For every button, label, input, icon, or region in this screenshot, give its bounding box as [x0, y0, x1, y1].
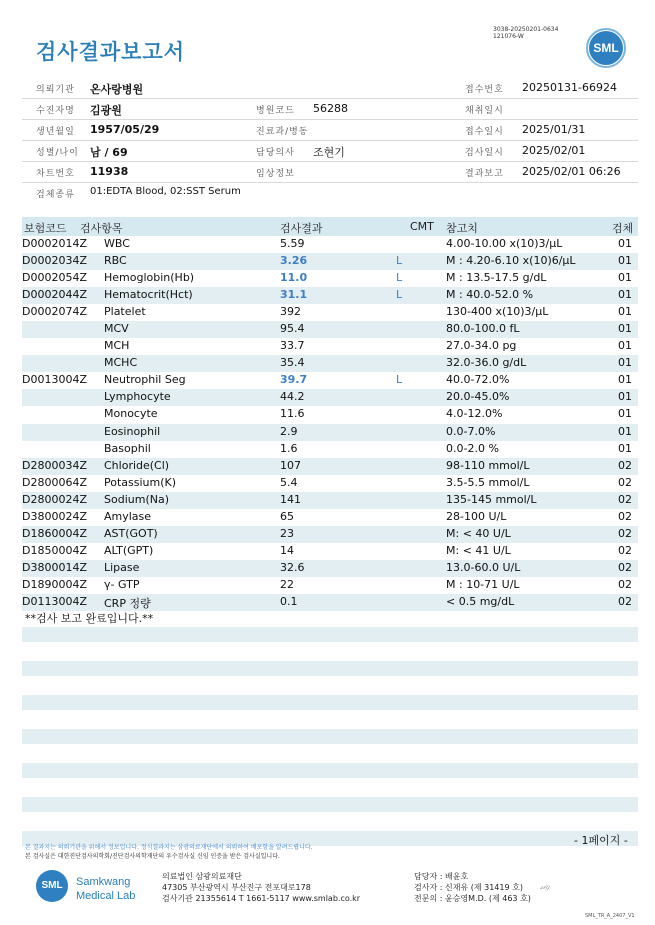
insurance-code: D0002074Z — [22, 305, 87, 319]
certification-note: 본 검사실은 대한진단검사의학회/진단검사의학재단의 우수검사실 신임 인증을 받은 검사실입니다. — [25, 853, 280, 860]
specimen-code: 02 — [618, 509, 632, 523]
insurance-code: D1890004Z — [22, 577, 87, 591]
specimen-type-value: 01:EDTA Blood, 02:SST Serum — [90, 186, 241, 197]
test-item-name: Platelet — [104, 305, 146, 319]
test-result: 392 — [280, 305, 301, 319]
test-result: 2.9 — [280, 424, 298, 438]
patient-value: 김광원 — [90, 104, 122, 117]
specimen-code: 01 — [618, 373, 632, 387]
specimen-code: 02 — [618, 475, 632, 489]
info-row — [22, 162, 638, 183]
doctor-label: 담당의사 — [256, 148, 295, 158]
test-item-name: WBC — [104, 237, 130, 250]
header-specimen: 검체 — [612, 222, 634, 235]
test-result: 39.7 — [280, 373, 308, 387]
test-result: 14 — [280, 543, 294, 557]
table-row — [22, 543, 638, 560]
collection-date-label: 채취일시 — [465, 106, 504, 116]
staff-name: 배윤호 — [444, 872, 469, 881]
specimen-code: 01 — [618, 424, 632, 438]
test-item-name: MCV — [104, 322, 129, 336]
birth-value: 1957/05/29 — [90, 123, 160, 136]
specimen-code: 02 — [618, 492, 632, 506]
table-row — [22, 270, 638, 287]
reference-range: 4.00-10.00 x(10)3/μL — [446, 237, 563, 250]
specimen-code: 01 — [618, 271, 632, 285]
test-result: 44.2 — [280, 390, 305, 404]
test-item-name: RBC — [104, 254, 127, 268]
reference-range: M: < 41 U/L — [446, 543, 511, 557]
specimen-code: 01 — [618, 390, 632, 404]
test-item-name: Hematocrit(Hct) — [104, 288, 193, 302]
reference-range: 130-400 x(10)3/μL — [446, 305, 549, 319]
staff-line — [414, 882, 531, 893]
header-item: 검사항목 — [80, 222, 123, 235]
table-row — [22, 458, 638, 475]
test-result: 35.4 — [280, 356, 305, 370]
reference-range: M : 13.5-17.5 g/dL — [446, 271, 547, 285]
table-row — [22, 492, 638, 509]
table-row — [22, 338, 638, 355]
test-item-name: AST(GOT) — [104, 526, 158, 540]
test-item-name: Chloride(Cl) — [104, 458, 170, 472]
doctor-value: 조현기 — [313, 146, 345, 159]
page-title: 검사결과보고서 — [36, 40, 186, 64]
table-row — [22, 594, 638, 611]
signature-mark: 𝓈𝒾𝑔 — [540, 882, 550, 891]
table-row — [22, 372, 638, 389]
test-result: 11.0 — [280, 271, 308, 285]
specimen-code: 01 — [618, 237, 632, 250]
table-row — [22, 424, 638, 441]
reference-range: 0.0-7.0% — [446, 424, 496, 438]
test-item-name: CRP 정량 — [104, 596, 151, 610]
test-item-name: Potassium(K) — [104, 475, 177, 489]
birth-label: 생년월일 — [36, 127, 75, 137]
sml-logo: SML — [589, 31, 623, 65]
empty-row-band — [22, 661, 638, 676]
specimen-code: 01 — [618, 356, 632, 370]
info-row — [22, 183, 638, 204]
specimen-code: 01 — [618, 441, 632, 455]
info-row — [22, 99, 638, 120]
test-result: 95.4 — [280, 322, 305, 336]
hospital-code-value: 56288 — [313, 102, 348, 115]
specimen-code: 01 — [618, 254, 632, 268]
chart-no-label: 차트번호 — [36, 169, 75, 179]
department-label: 진료과/병동 — [256, 127, 309, 137]
staff-name: 윤승영M.D. (제 463 호) — [444, 894, 531, 903]
info-row — [22, 141, 638, 162]
specimen-code: 01 — [618, 339, 632, 353]
sex-age-value: 남 / 69 — [90, 146, 128, 159]
table-row — [22, 509, 638, 526]
reference-range: 13.0-60.0 U/L — [446, 560, 521, 574]
page-number: - 1페이지 - — [574, 834, 628, 847]
test-result: 32.6 — [280, 560, 305, 574]
test-item-name: Amylase — [104, 509, 152, 523]
header-ref: 참고치 — [446, 222, 478, 235]
insurance-code: D0002044Z — [22, 288, 87, 302]
test-item-name: Neutrophil Seg — [104, 373, 186, 387]
insurance-code: D0002054Z — [22, 271, 87, 285]
specimen-code: 01 — [618, 322, 632, 336]
disclaimer-note: 본 결과지는 의뢰기관을 위해서 정보입니다. 정식결과지는 삼광의료재단에서 의뢰하여 배포함을 알려드립니다. — [25, 844, 313, 851]
reference-range: M : 40.0-52.0 % — [446, 288, 534, 302]
table-row — [22, 321, 638, 338]
reference-range: 3.5-5.5 mmol/L — [446, 475, 530, 489]
hospital-code-label: 병원코드 — [256, 106, 295, 116]
table-row — [22, 577, 638, 594]
insurance-code: D1860004Z — [22, 526, 87, 540]
table-row — [22, 389, 638, 406]
institution-value: 온사랑병원 — [90, 83, 144, 96]
abnormal-flag: L — [396, 271, 403, 285]
table-row — [22, 475, 638, 492]
insurance-code: D2800034Z — [22, 458, 87, 472]
insurance-code: D0013004Z — [22, 373, 87, 387]
test-result: 5.4 — [280, 475, 298, 489]
header-result: 검사결과 — [280, 222, 323, 235]
table-row — [22, 304, 638, 321]
org-address: 47305 부산광역시 부산진구 전포대로178 — [162, 883, 311, 892]
test-item-name: Monocyte — [104, 407, 158, 421]
org-info — [162, 871, 360, 904]
insurance-code: D0113004Z — [22, 594, 87, 608]
table-row — [22, 355, 638, 372]
specimen-code: 02 — [618, 543, 632, 557]
table-row — [22, 526, 638, 543]
test-result: 3.26 — [280, 254, 308, 268]
test-result: 65 — [280, 509, 294, 523]
staff-role: 전문의 : — [414, 894, 443, 903]
insurance-code: D2800064Z — [22, 475, 87, 489]
reference-range: 0.0-2.0 % — [446, 441, 499, 455]
test-item-name: Lymphocyte — [104, 390, 171, 404]
clinical-label: 임상정보 — [256, 169, 295, 179]
test-item-name: Sodium(Na) — [104, 492, 169, 506]
empty-row-band — [22, 695, 638, 710]
test-result: 31.1 — [280, 288, 308, 302]
reference-range: 32.0-36.0 g/dL — [446, 356, 527, 370]
reference-range: 20.0-45.0% — [446, 390, 510, 404]
test-item-name: Lipase — [104, 560, 140, 574]
staff-role: 담당자 : — [414, 872, 443, 881]
abnormal-flag: L — [396, 373, 403, 387]
specimen-code: 02 — [618, 577, 632, 591]
specimen-code: 02 — [618, 458, 632, 472]
info-row — [22, 120, 638, 141]
test-item-name: γ- GTP — [104, 577, 140, 591]
test-item-name: Hemoglobin(Hb) — [104, 271, 195, 285]
specimen-code: 01 — [618, 288, 632, 302]
table-row — [22, 406, 638, 423]
sex-age-label: 성별/나이 — [36, 148, 79, 158]
specimen-type-label: 검체종류 — [36, 190, 75, 200]
report-date-label: 결과보고 — [465, 169, 504, 179]
patient-label: 수진자명 — [36, 106, 75, 116]
chart-no-value: 11938 — [90, 165, 129, 178]
completion-message: **검사 보고 완료입니다.** — [25, 612, 154, 625]
test-item-name: Basophil — [104, 441, 151, 455]
reference-range: 135-145 mmol/L — [446, 492, 537, 506]
table-row — [22, 253, 638, 270]
org-name-korean: 의료법인 삼광의료재단 — [162, 872, 242, 881]
empty-row-band — [22, 797, 638, 812]
test-result: 23 — [280, 526, 294, 540]
org-name-line: Samkwang — [76, 876, 131, 888]
specimen-code: 02 — [618, 526, 632, 540]
empty-row-band — [22, 627, 638, 642]
reception-date-value: 2025/01/31 — [522, 123, 586, 136]
reception-no-value: 20250131-66924 — [522, 81, 617, 94]
specimen-code: 02 — [618, 560, 632, 574]
reference-range: 80.0-100.0 fL — [446, 322, 520, 336]
staff-info — [414, 871, 531, 904]
staff-line — [414, 871, 531, 882]
test-item-name: ALT(GPT) — [104, 543, 154, 557]
specimen-code: 02 — [618, 594, 632, 608]
insurance-code: D2800024Z — [22, 492, 87, 506]
test-result: 22 — [280, 577, 294, 591]
reference-range: 40.0-72.0% — [446, 373, 510, 387]
specimen-code: 01 — [618, 305, 632, 319]
header-cmt: CMT — [410, 220, 434, 233]
test-date-value: 2025/02/01 — [522, 144, 586, 157]
reference-range: < 0.5 mg/dL — [446, 594, 515, 608]
test-item-name: MCH — [104, 339, 130, 353]
org-name-line: Medical Lab — [76, 890, 136, 902]
insurance-code: D0002014Z — [22, 237, 87, 250]
org-name-english — [76, 875, 135, 903]
staff-name: 신재유 (제 31419 호) — [444, 883, 523, 892]
reception-no-label: 접수번호 — [465, 85, 504, 95]
staff-line — [414, 893, 531, 904]
reference-range: 98-110 mmol/L — [446, 458, 530, 472]
insurance-code: D1850004Z — [22, 543, 87, 557]
table-row — [22, 560, 638, 577]
org-contact: 검사기관 21355614 T 1661-5117 www.smlab.co.kr — [162, 894, 361, 903]
empty-row-band — [22, 729, 638, 744]
test-result: 33.7 — [280, 339, 305, 353]
test-result: 107 — [280, 458, 301, 472]
institution-label: 의뢰기관 — [36, 85, 75, 95]
test-item-name: Eosinophil — [104, 424, 161, 438]
form-version: SML_TR_A_2407_V1 — [585, 913, 635, 919]
table-row — [22, 236, 638, 253]
insurance-code: D3800014Z — [22, 560, 87, 574]
abnormal-flag: L — [396, 288, 403, 302]
insurance-code: D3800024Z — [22, 509, 87, 523]
table-row — [22, 287, 638, 304]
test-item-name: MCHC — [104, 356, 138, 370]
insurance-code: D0002034Z — [22, 254, 87, 268]
test-result: 11.6 — [280, 407, 305, 421]
reference-range: 4.0-12.0% — [446, 407, 503, 421]
info-row — [22, 78, 638, 99]
reference-range: M: < 40 U/L — [446, 526, 511, 540]
specimen-code: 01 — [618, 407, 632, 421]
empty-row-band — [22, 763, 638, 778]
results-table-body — [22, 236, 638, 611]
reference-range: M : 4.20-6.10 x(10)6/μL — [446, 254, 576, 268]
reference-range: M : 10-71 U/L — [446, 577, 520, 591]
reference-range: 27.0-34.0 pg — [446, 339, 517, 353]
test-result: 5.59 — [280, 237, 305, 250]
test-result: 0.1 — [280, 594, 298, 608]
test-date-label: 검사일시 — [465, 148, 504, 158]
table-row — [22, 441, 638, 458]
test-result: 141 — [280, 492, 301, 506]
test-result: 1.6 — [280, 441, 298, 455]
document-id — [493, 26, 558, 40]
document-id-line: 3038-20250201-0634 — [493, 26, 559, 33]
results-table-header — [22, 217, 638, 236]
sml-logo-footer: SML — [36, 870, 68, 902]
report-date-value: 2025/02/01 06:26 — [522, 165, 621, 178]
staff-role: 검사자 : — [414, 883, 443, 892]
reference-range: 28-100 U/L — [446, 509, 507, 523]
header-code: 보험코드 — [24, 222, 67, 235]
document-id-line: 121076-W — [493, 33, 524, 40]
abnormal-flag: L — [396, 254, 403, 268]
reception-date-label: 접수일시 — [465, 127, 504, 137]
